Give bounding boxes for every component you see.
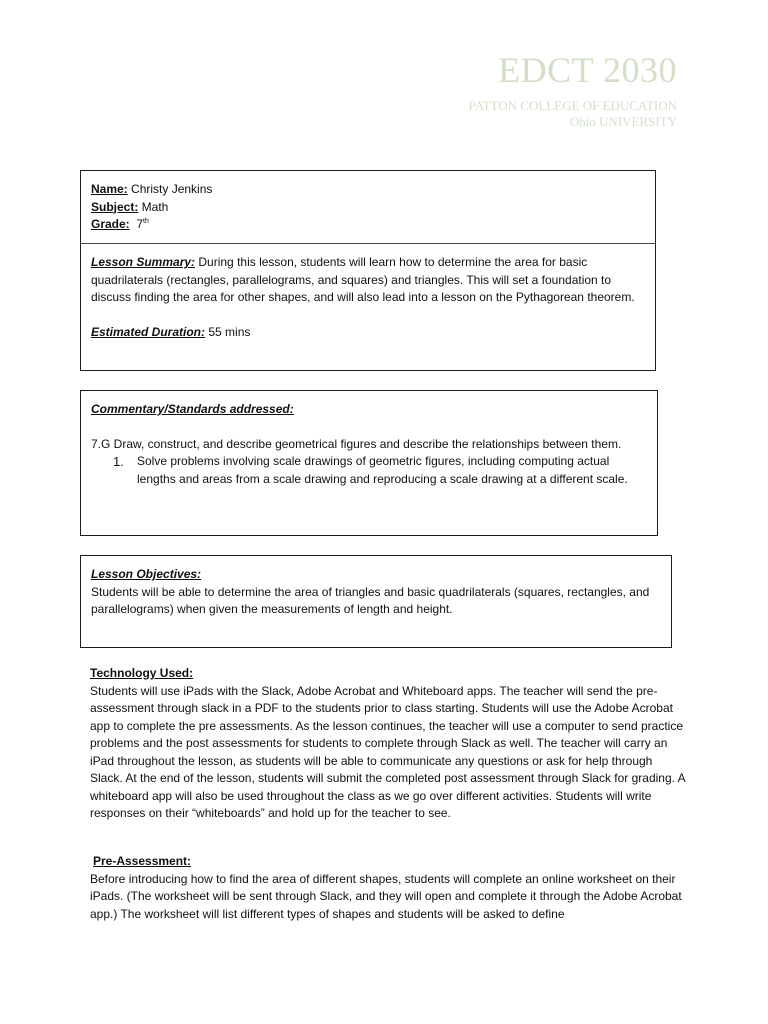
subject-label: Subject: bbox=[91, 199, 139, 214]
grade-value: 7 bbox=[129, 217, 144, 231]
university-name: Ohio UNIVERSITY bbox=[569, 114, 677, 129]
summary-label: Lesson Summary: bbox=[91, 255, 196, 269]
teacher-info bbox=[81, 171, 655, 244]
grade-label: Grade: bbox=[91, 217, 130, 231]
name-label: Name: bbox=[91, 182, 128, 196]
preassessment-title: Pre-Assessment: bbox=[93, 854, 192, 868]
duration-label: Estimated Duration: bbox=[91, 324, 206, 339]
preassessment-text: Before introducing how to find the area of different shapes, students will complete an online worksheet on their iPads. (The worksheet will be sent through Slack, and they will open and complete it through the Adobe Acrobat app.) The worksheet will list different types of shapes and students will be asked to define bbox=[90, 871, 682, 921]
name-line bbox=[91, 181, 645, 199]
preassessment-section bbox=[90, 853, 686, 923]
objectives-text: Students will be able to determine the area of triangles and basic quadrilaterals (squares, rectangles, and parallelograms) when given the measurements of length and height. bbox=[91, 584, 650, 616]
technology-section bbox=[90, 665, 686, 823]
technology-text: Students will use iPads with the Slack, Adobe Acrobat and Whiteboard apps. The teacher will send the pre-assessment through slack in a PDF to the students prior to class starting. Students will use the Adobe Acrobat app to complete the pre assessments. As the lesson continues, the teacher will use a computer to send practice problems and the post assessments for students to complete through Slack as well. The teacher will carry an iPad throughout the lesson, as students will be able to communicate any questions or ask for help through Slack. At the end of the lesson, students will submit the completed post assessment through Slack for grading. A whiteboard app will also be used throughout the class as we go over different activities. Students will write responses on their “whiteboards” and hold up for the teacher to see. bbox=[90, 683, 685, 820]
technology-title: Technology Used: bbox=[90, 666, 194, 680]
course-title: EDCT 2030 bbox=[498, 50, 677, 90]
objectives-label: Lesson Objectives: bbox=[91, 567, 202, 581]
standards-list-item bbox=[91, 453, 647, 488]
standards-label: Commentary/Standards addressed: bbox=[91, 402, 294, 416]
college-name: PATTON COLLEGE OF EDUCATION bbox=[468, 98, 677, 113]
list-item-number: 1. bbox=[113, 454, 124, 469]
subject-value: Math bbox=[138, 199, 169, 214]
list-item-text: Solve problems involving scale drawings of geometric figures, including computing actual lengths and areas from a scale drawing and reproducing a scale drawing at a different scale. bbox=[137, 454, 628, 486]
duration-line bbox=[91, 324, 645, 342]
summary-text: During this lesson, students will learn how to determine the area for basic quadrilaterals (rectangles, parallelograms, and squares) and triangles. This will set a foundation to discuss finding the area for other shapes, and will also lead into a lesson on the Pythagorean theorem. bbox=[91, 255, 635, 304]
standards-text: 7.G Draw, construct, and describe geometrical figures and describe the relationships between them. bbox=[91, 436, 622, 451]
duration-value: 55 mins bbox=[205, 324, 251, 339]
standards-box bbox=[80, 390, 658, 536]
subject-line bbox=[91, 199, 645, 217]
lesson-info-box bbox=[80, 170, 656, 371]
grade-line bbox=[91, 216, 645, 234]
document-header bbox=[469, 50, 677, 130]
objectives-box bbox=[80, 555, 672, 648]
lesson-summary bbox=[81, 244, 655, 341]
summary-paragraph bbox=[91, 254, 645, 307]
name-value: Christy Jenkins bbox=[127, 182, 213, 196]
grade-suffix: th bbox=[143, 218, 149, 225]
